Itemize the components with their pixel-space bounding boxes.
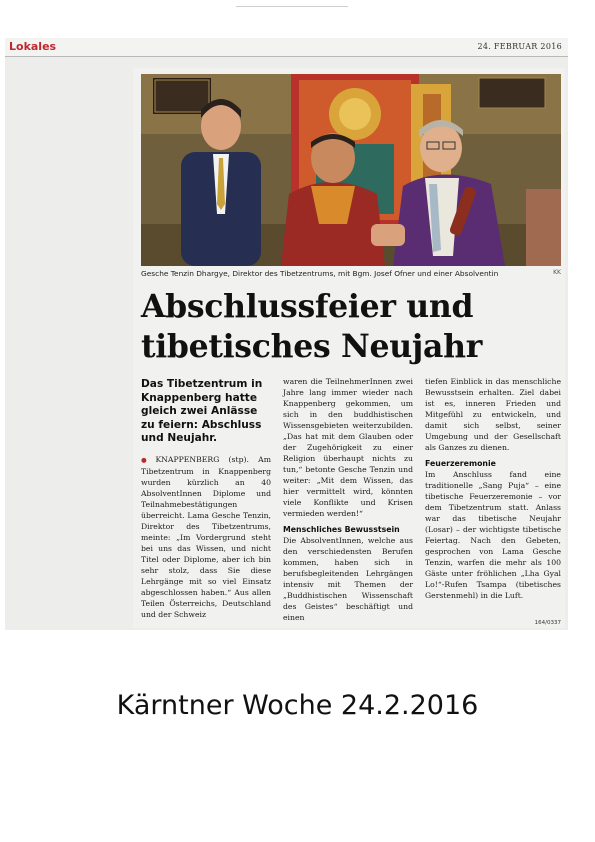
- column-3: [425, 376, 561, 601]
- source-footer: Kärntner Woche 24.2.2016: [116, 690, 479, 721]
- subheading-feuerzeremonie: Feuerzeremonie: [425, 459, 496, 468]
- column-1: [141, 378, 271, 620]
- photo-illustration: [141, 74, 561, 266]
- headline-line-1: Abschlussfeier und: [141, 288, 474, 325]
- column-2: [283, 376, 413, 623]
- newspaper-clipping: [5, 38, 568, 630]
- reference-number: 164/0337: [534, 620, 561, 626]
- caption-text: Gesche Tenzin Dhargye, Direktor des Tibetzentrums, mit Bgm. Josef Ofner und einer Absolventin: [141, 269, 499, 278]
- body-paragraph: [141, 454, 271, 620]
- issue-date: 24. FEBRUAR 2016: [477, 42, 562, 51]
- column-2-text-2: Die AbsolventInnen, welche aus den verschiedensten Berufen kommen, haben sich in berufsbegleitenden Lehrgängen intensiv mit Themen der „Buddhistischen Wissenschaft des Geistes“ beschäftigt und einen: [283, 536, 413, 622]
- headline: [141, 287, 561, 367]
- paragraph-marker-icon: ●: [141, 455, 154, 464]
- column-3-text: tiefen Einblick in das menschliche Bewusstsein erhalten. Ziel dabei ist es, inneren Frieden und Mitgefühl zu entwickeln, und damit sich selbst, seiner Umgebung und der Gesellschaft als Ganzes zu dienen.: [425, 377, 561, 452]
- subheading-bewusstsein: Menschliches Bewusstsein: [283, 525, 400, 534]
- lead-paragraph: Das Tibetzentrum in Knappenberg hatte gleich zwei Anlässe zu feiern: Abschluss und Neujahr.: [141, 378, 263, 444]
- section-label: Lokales: [9, 40, 57, 53]
- photo-credit: KK: [553, 269, 561, 276]
- column-2-text: waren die TeilnehmerInnen zwei Jahre lang immer wieder nach Knappenberg gekommen, um sich in den buddhistischen Wissensgebieten weiterzubilden. „Das hat mit dem Glauben oder der Zugehörigkeit zu einer Religion überhaupt nichts zu tun,“ betonte Gesche Tenzin und weiter: „Mit dem Wissen, das hier vermittelt wird, könnten viele Konflikte und Krisen vermieden werden!“: [283, 377, 413, 518]
- article-photo: [141, 74, 561, 266]
- article: [133, 68, 565, 628]
- photo-caption: [141, 269, 561, 278]
- column-1-text: KNAPPENBERG (stp). Am Tibetzentrum in Knappenberg wurden kürzlich an 40 AbsolventInnen Diplome und Teilnahmebestätigungen überreicht. Lama Gesche Tenzin, Direktor des Tibetzentrums, meinte: „Im Vordergrund steht bei uns das Wissen, und nicht Titel oder Diplome, aber ich bin sehr stolz, dass Sie diese Lehrgänge mit so viel Einsatz abgeschlossen haben.“ Aus allen Teilen Österreichs, Deutschland und der Schweiz: [141, 454, 271, 619]
- top-divider: [236, 6, 348, 7]
- section-bar: [5, 38, 568, 57]
- headline-line-2: tibetisches Neujahr: [141, 328, 483, 365]
- column-3-text-2: Im Anschluss fand eine traditionelle „Sang Puja“ – eine tibetische Feuerzeremonie – vor dem Tibetzentrum statt. Anlass war das tibetische Neujahr (Losar) – der wichtigste tibetische Feiertag. Nach den Gebeten, gesprochen von Lama Gesche Tenzin, warfen die mehr als 100 Gäste unter fröhlichen „Lha Gyal Lo!“-Rufen Tsampa (tibetisches Gerstenmehl) in die Luft.: [425, 470, 561, 600]
